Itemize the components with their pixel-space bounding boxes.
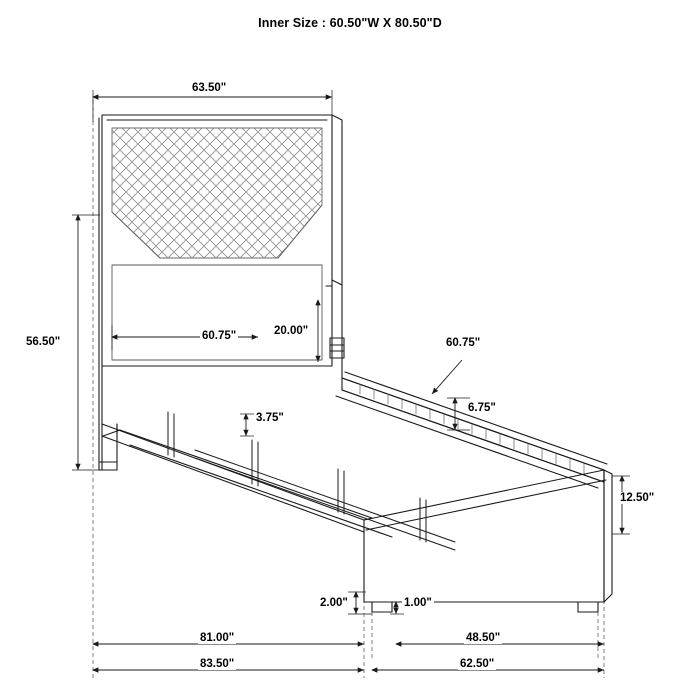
dim-headboard-lower-height: 20.00" [274,325,309,337]
dim-footboard-height: 12.50" [620,492,655,504]
dim-foot-rail-bottom: 2.00" [320,597,348,609]
dim-headboard-panel-width: 60.75" [202,330,237,342]
dim-rail-inner-width: 60.75" [446,337,481,349]
dim-overall-height: 56.50" [26,336,61,348]
dim-rail-depth: 6.75" [468,402,496,414]
dim-leg-height: 1.00" [404,597,432,609]
dim-side-length-inner: 81.00" [200,632,235,644]
dim-slat-thickness: 3.75" [256,412,284,424]
page-title: Inner Size : 60.50"W X 80.50"D [258,16,442,30]
dim-headboard-width: 63.50" [192,82,227,94]
dim-foot-diag-outer: 62.50" [460,658,495,670]
dim-side-length-outer: 83.50" [200,658,235,670]
dim-foot-diag-inner: 48.50" [466,632,501,644]
